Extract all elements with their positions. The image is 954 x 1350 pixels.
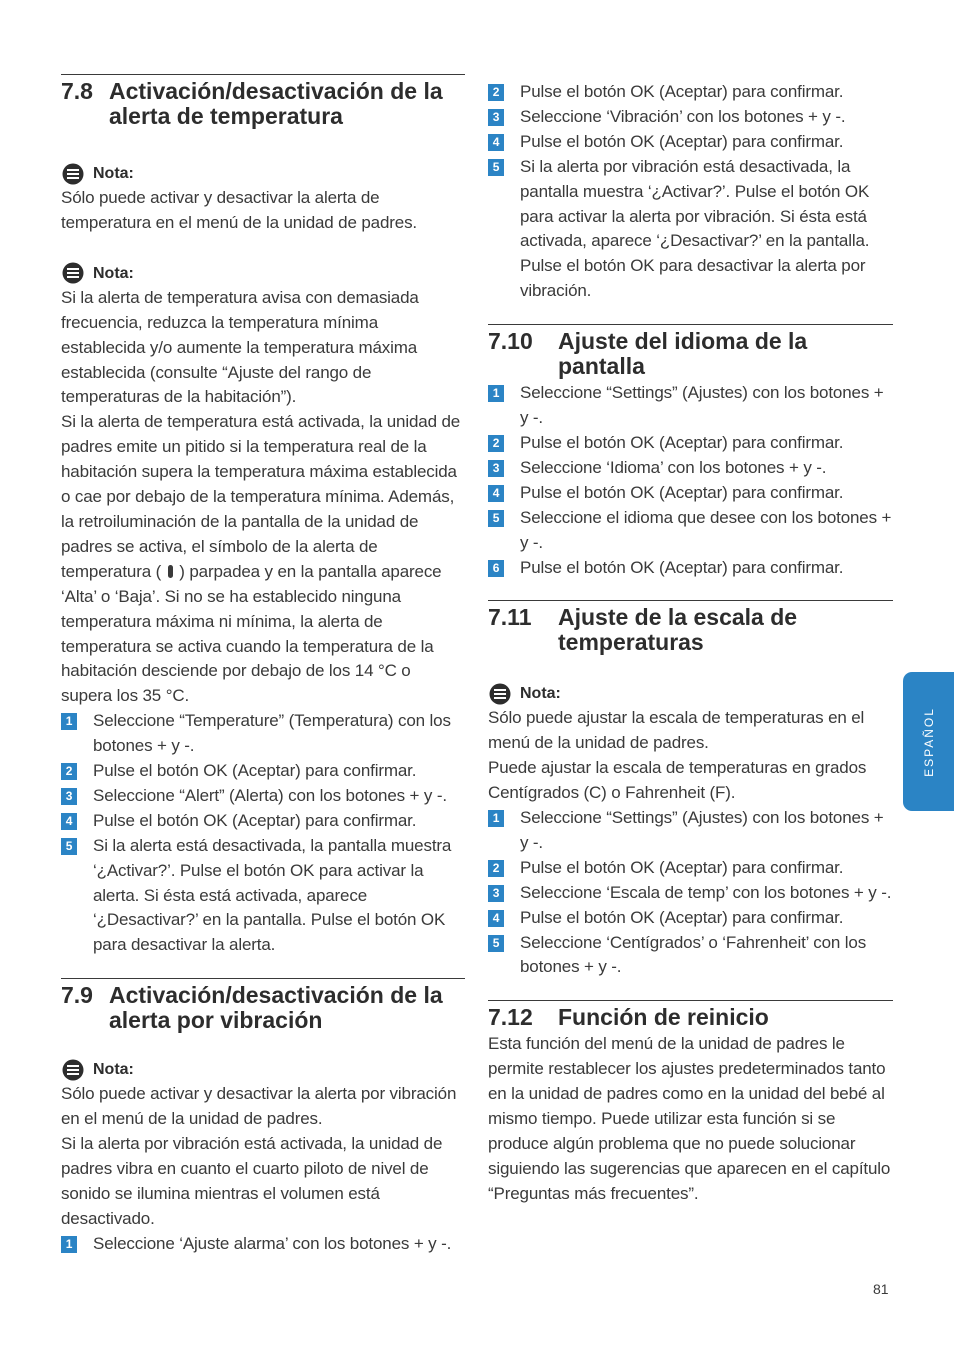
list-item bbox=[61, 834, 465, 959]
step-text: Pulse el botón OK (Aceptar) para confirmar. bbox=[520, 482, 844, 502]
step-number: 6 bbox=[488, 560, 504, 577]
list-item bbox=[61, 1232, 465, 1257]
right-column bbox=[488, 80, 893, 1227]
section-7-11 bbox=[488, 600, 893, 980]
note-label bbox=[61, 261, 465, 286]
step-number: 2 bbox=[61, 763, 77, 780]
section-number: 7.9 bbox=[61, 982, 93, 1009]
section-heading bbox=[488, 1000, 893, 1030]
language-label: ESPAÑOL bbox=[921, 706, 936, 777]
section-heading bbox=[488, 324, 893, 379]
language-side-tab bbox=[903, 672, 954, 811]
body-text: Si la alerta por vibración está activada, la unidad de padres vibra en cuanto el cuarto piloto de nivel de sonido se ilumina mientras el volumen está desactivado. bbox=[61, 1134, 443, 1228]
list-item bbox=[488, 456, 893, 481]
step-text: Seleccione ‘Escala de temp’ con los botones + y -. bbox=[520, 882, 892, 902]
body-text-part: ) parpadea y en la pantalla aparece ‘Alta’ o ‘Baja’. Si no se ha establecido ninguna temperatura máxima ni mínima, la alerta de temperatura se activa cuando la temperatura de la habitación desciende por debajo de los 14 °C o supera los 35 °C. bbox=[61, 561, 442, 706]
note-text: Si la alerta de temperatura avisa con demasiada frecuencia, reduzca la temperatura mínima establecida y/o aumente la temperatura máxima establecida (consulte “Ajuste del rango de temperaturas de la habitación”). bbox=[61, 287, 419, 407]
list-item bbox=[61, 759, 465, 784]
step-number: 3 bbox=[488, 460, 504, 477]
section-7-8 bbox=[61, 74, 465, 958]
step-text: Seleccione ‘Idioma’ con los botones + y -. bbox=[520, 457, 827, 477]
list-item bbox=[61, 809, 465, 834]
section-heading bbox=[488, 600, 893, 655]
section-7-12 bbox=[488, 1000, 893, 1206]
step-text: Seleccione ‘Ajuste alarma’ con los botones + y -. bbox=[93, 1233, 452, 1253]
list-item bbox=[488, 906, 893, 931]
list-item bbox=[488, 856, 893, 881]
step-text: Seleccione “Settings” (Ajustes) con los botones + y -. bbox=[520, 808, 884, 852]
step-text: Si la alerta por vibración está desactivada, la pantalla muestra ‘¿Activar?’. Pulse el botón OK para activar la alerta por vibración. Si ésta está activada, aparece ‘¿Desactivar?’ en la pantalla. Pulse el botón OK para desactivar la alerta por vibración. bbox=[520, 156, 870, 301]
step-number: 1 bbox=[488, 810, 504, 827]
list-item bbox=[488, 431, 893, 456]
section-number: 7.8 bbox=[61, 78, 93, 104]
thermometer-icon bbox=[168, 565, 173, 578]
section-title: Activación/desactivación de la alerta de temperatura bbox=[109, 78, 443, 129]
step-text: Si la alerta está desactivada, la pantalla muestra ‘¿Activar?’. Pulse el botón OK para activar la alerta. Si ésta está activada, aparece ‘¿Desactivar?’ en la pantalla. Pulse el botón OK para desactivar la alerta. bbox=[93, 835, 452, 955]
step-list bbox=[61, 1232, 465, 1257]
list-item bbox=[488, 931, 893, 981]
step-text: Pulse el botón OK (Aceptar) para confirmar. bbox=[520, 131, 844, 151]
step-number: 2 bbox=[488, 860, 504, 877]
step-list bbox=[488, 381, 893, 580]
list-item bbox=[61, 709, 465, 759]
list-item bbox=[488, 806, 893, 856]
step-text: Pulse el botón OK (Aceptar) para confirmar. bbox=[520, 557, 844, 577]
note-label-text: Nota: bbox=[93, 264, 134, 282]
step-text: Seleccione “Settings” (Ajustes) con los botones + y -. bbox=[520, 383, 884, 428]
step-number: 3 bbox=[488, 109, 504, 126]
step-number: 1 bbox=[61, 713, 77, 730]
list-item bbox=[61, 784, 465, 809]
note-icon bbox=[62, 163, 84, 185]
body-text bbox=[61, 410, 465, 709]
section-7-9-continued bbox=[488, 80, 893, 304]
note-label-text: Nota: bbox=[93, 165, 134, 182]
note-text: Sólo puede activar y desactivar la alerta de temperatura en el menú de la unidad de padres. bbox=[61, 188, 418, 232]
note-text: Sólo puede activar y desactivar la alerta por vibración en el menú de la unidad de padres. bbox=[61, 1084, 457, 1129]
step-text: Pulse el botón OK (Aceptar) para confirmar. bbox=[520, 857, 844, 877]
step-number: 2 bbox=[488, 435, 504, 452]
step-number: 1 bbox=[61, 1236, 77, 1253]
step-number: 5 bbox=[488, 935, 504, 952]
step-text: Seleccione “Temperature” (Temperatura) con los botones + y -. bbox=[93, 711, 451, 756]
section-number: 7.11 bbox=[488, 604, 532, 631]
list-item bbox=[488, 881, 893, 906]
step-number: 2 bbox=[488, 84, 504, 101]
list-item bbox=[488, 556, 893, 581]
step-text: Seleccione “Alert” (Alerta) con los botones + y -. bbox=[93, 785, 447, 805]
step-text: Seleccione ‘Vibración’ con los botones + y -. bbox=[520, 106, 846, 126]
section-title: Ajuste del idioma de la pantalla bbox=[558, 328, 808, 380]
note-label-text: Nota: bbox=[520, 685, 561, 703]
step-number: 5 bbox=[488, 510, 504, 527]
step-number: 4 bbox=[488, 485, 504, 502]
section-number: 7.10 bbox=[488, 328, 533, 355]
list-item bbox=[488, 481, 893, 506]
note-text: Puede ajustar la escala de temperaturas en grados Centígrados (C) o Fahrenheit (F). bbox=[488, 758, 867, 803]
note-text: Sólo puede ajustar la escala de temperaturas en el menú de la unidad de padres. bbox=[488, 708, 865, 753]
step-number: 4 bbox=[488, 910, 504, 927]
step-number: 4 bbox=[488, 134, 504, 151]
section-heading bbox=[61, 978, 465, 1033]
step-number: 5 bbox=[61, 838, 77, 855]
step-text: Seleccione ‘Centígrados’ o ‘Fahrenheit’ con los botones + y -. bbox=[520, 932, 867, 977]
list-item bbox=[488, 80, 893, 105]
note-label bbox=[488, 681, 893, 706]
step-text: Pulse el botón OK (Aceptar) para confirmar. bbox=[520, 907, 844, 927]
step-text: Pulse el botón OK (Aceptar) para confirmar. bbox=[93, 761, 417, 781]
step-list bbox=[488, 80, 893, 304]
list-item bbox=[488, 155, 893, 304]
section-title: Función de reinicio bbox=[558, 1004, 769, 1031]
step-number: 3 bbox=[488, 885, 504, 902]
body-text: Esta función del menú de la unidad de padres le permite restablecer los ajustes predeterminados tanto en la unidad de padres como en la unidad del bebé al mismo tiempo. Puede utilizar esta función si se produce algún problema que no puede solucionar siguiendo las sugerencias que aparecen en el capítulo “Preguntas más frecuentes”. bbox=[488, 1034, 891, 1203]
left-column bbox=[61, 74, 465, 1277]
note-label bbox=[61, 161, 465, 186]
step-text: Pulse el botón OK (Aceptar) para confirmar. bbox=[520, 82, 844, 101]
list-item bbox=[488, 130, 893, 155]
note-icon bbox=[489, 683, 511, 705]
note-label bbox=[61, 1057, 465, 1082]
step-text: Pulse el botón OK (Aceptar) para confirmar. bbox=[520, 432, 844, 452]
section-7-10 bbox=[488, 324, 893, 580]
step-list bbox=[488, 806, 893, 980]
step-number: 5 bbox=[488, 159, 504, 176]
note-label-text: Nota: bbox=[93, 1061, 134, 1079]
note-icon bbox=[62, 262, 84, 284]
page-number: 81 bbox=[873, 1281, 889, 1297]
step-list bbox=[61, 709, 465, 958]
list-item bbox=[488, 105, 893, 130]
body-text-part: Si la alerta de temperatura está activada, la unidad de padres emite un pitido si la temperatura real de la habitación supera la temperatura máxima establecida o cae por debajo de la temperatura mínima. Además, la retroiluminación de la pantalla de la unidad de padres se activa, el símbolo de la alerta de temperatura ( bbox=[61, 412, 461, 581]
list-item bbox=[488, 506, 893, 556]
step-number: 4 bbox=[61, 813, 77, 830]
step-text: Pulse el botón OK (Aceptar) para confirmar. bbox=[93, 810, 417, 830]
section-title: Activación/desactivación de la alerta por vibración bbox=[109, 982, 443, 1034]
note-icon bbox=[62, 1059, 84, 1081]
step-number: 1 bbox=[488, 385, 504, 402]
step-text: Seleccione el idioma que desee con los botones + y -. bbox=[520, 507, 892, 552]
section-7-9 bbox=[61, 978, 465, 1256]
section-number: 7.12 bbox=[488, 1004, 533, 1031]
step-number: 3 bbox=[61, 788, 77, 805]
section-heading bbox=[61, 74, 465, 129]
list-item bbox=[488, 381, 893, 431]
section-title: Ajuste de la escala de temperaturas bbox=[558, 604, 798, 656]
